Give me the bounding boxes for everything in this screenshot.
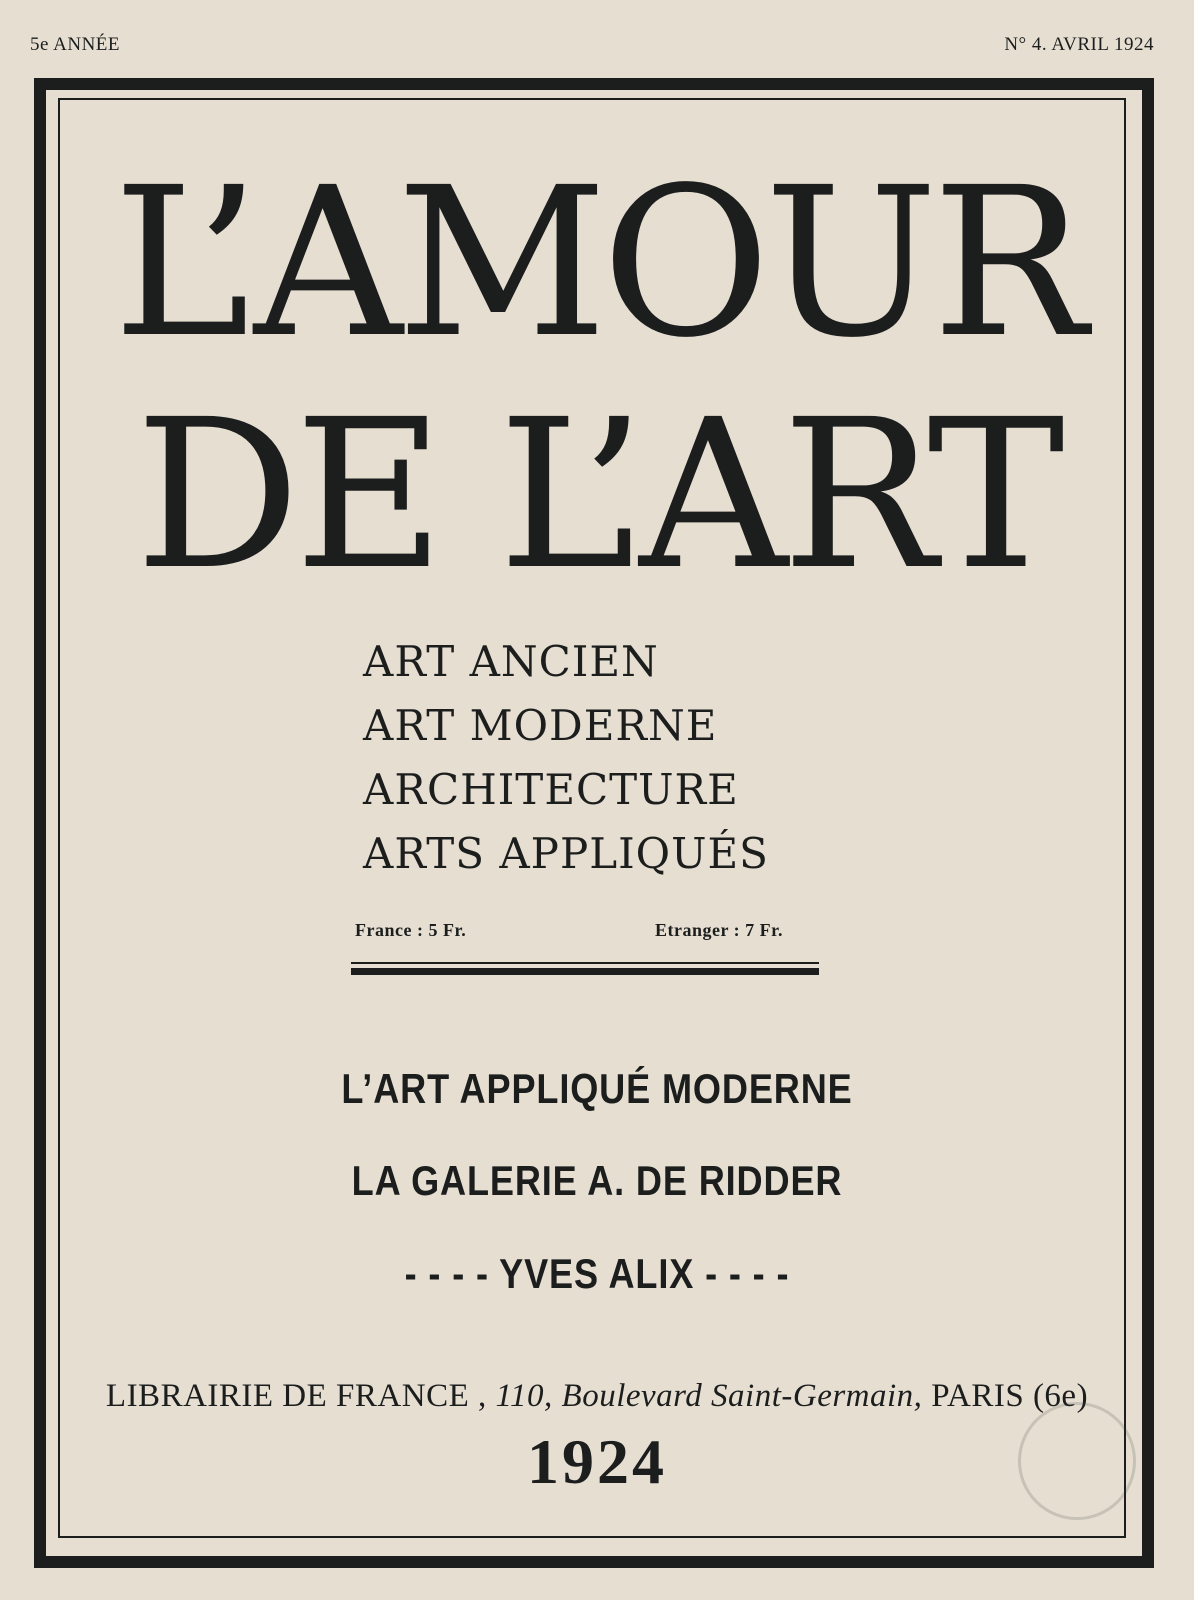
watermark-stamp-icon	[1018, 1402, 1136, 1520]
subject-item: ARTS APPLIQUÉS	[363, 829, 769, 878]
divider-thin	[351, 962, 819, 964]
publisher-address: 110, Boulevard Saint-Germain,	[495, 1378, 923, 1414]
price-france: France : 5 Fr.	[355, 920, 467, 940]
publisher-line	[0, 1378, 1194, 1415]
contents-item-2: LA GALERIE A. DE RIDDER	[351, 1157, 843, 1204]
publication-year: 1924	[527, 1426, 667, 1497]
price-etranger: Etranger : 7 Fr.	[655, 920, 783, 940]
contents-item-1: L’ART APPLIQUÉ MODERNE	[341, 1065, 853, 1112]
subjects-list	[363, 630, 833, 886]
subject-item: ART ANCIEN	[363, 637, 659, 686]
publisher-name: LIBRAIRIE DE FRANCE ,	[105, 1378, 487, 1414]
divider-thick	[351, 968, 819, 975]
subject-item: ART MODERNE	[363, 701, 718, 750]
contents-item-3: - - - - YVES ALIX - - - -	[404, 1250, 790, 1297]
subject-item: ARCHITECTURE	[363, 765, 739, 814]
title-line-2: DE L’ART	[135, 375, 1059, 615]
title-line-1: L’AMOUR	[112, 143, 1082, 383]
issue-number: N° 4. AVRIL 1924	[1004, 34, 1154, 55]
publisher-city: PARIS (6e)	[931, 1378, 1089, 1414]
issue-year: 5e ANNÉE	[30, 34, 121, 55]
